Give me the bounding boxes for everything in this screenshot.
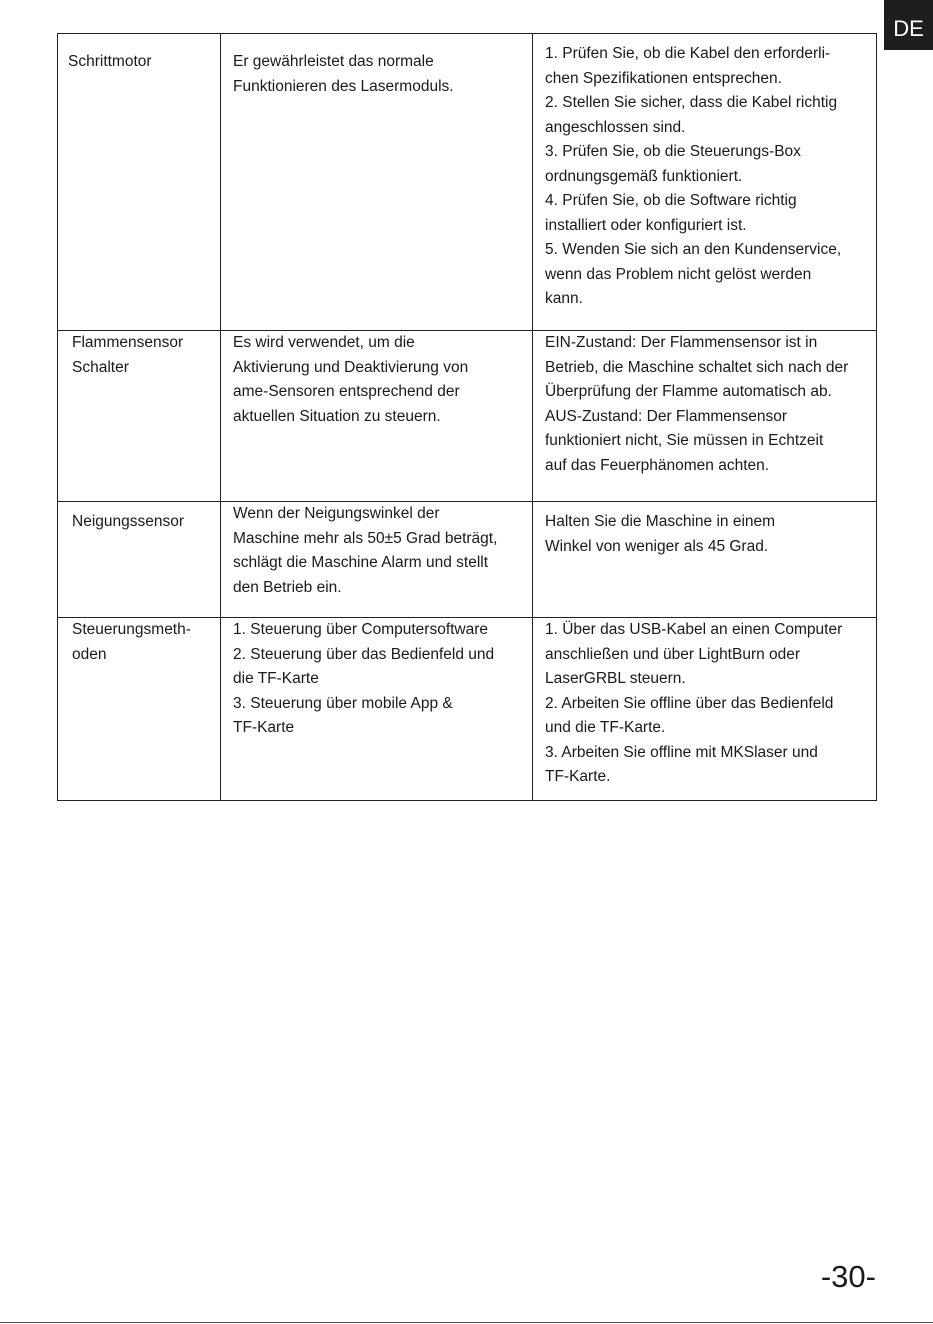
cell-line: Maschine mehr als 50±5 Grad beträgt, <box>233 529 498 547</box>
cell-line: 2. Stellen Sie sicher, dass die Kabel richtig <box>545 94 838 111</box>
cell-line: oden <box>72 645 107 663</box>
solution-cell <box>533 34 877 331</box>
solution-cell <box>533 331 877 502</box>
cell-line: 5. Wenden Sie sich an den Kundenservice, <box>545 241 842 258</box>
cell-line: die TF-Karte <box>233 670 319 687</box>
cell-line: schlägt die Maschine Alarm und stellt <box>233 554 489 571</box>
cell-line: und die TF-Karte. <box>545 719 666 736</box>
cell-line: Neigungssensor <box>72 513 185 530</box>
function-cell <box>221 502 533 618</box>
page-number: -30- <box>820 1259 876 1294</box>
cell-line: Halten Sie die Maschine in einem <box>545 513 776 530</box>
cell-line: funktioniert nicht, Sie müssen in Echtzeit <box>545 432 824 449</box>
cell-line: Aktivierung und Deaktivierung von <box>233 358 469 376</box>
component-cell <box>58 331 221 502</box>
solution-cell <box>533 502 877 618</box>
cell-line: Schrittmotor <box>68 53 152 70</box>
function-cell <box>221 618 533 801</box>
solution-cell <box>533 618 877 801</box>
cell-line: 3. Arbeiten Sie offline mit MKSlaser und <box>545 743 818 761</box>
cell-line: Schalter <box>72 358 129 376</box>
cell-line: Funktionieren des Lasermoduls. <box>233 77 454 95</box>
cell-line: 2. Arbeiten Sie offline über das Bedienfeld <box>545 694 834 712</box>
component-cell <box>58 618 221 801</box>
cell-line: LaserGRBL steuern. <box>545 670 686 687</box>
cell-line: AUS-Zustand: Der Flammensensor <box>545 407 788 425</box>
component-cell <box>58 502 221 618</box>
function-cell <box>221 34 533 331</box>
table-row <box>58 34 877 331</box>
cell-line: ame-Sensoren entsprechend der <box>233 383 460 400</box>
cell-line: 3. Steuerung über mobile App & <box>233 694 453 712</box>
language-tab: DE <box>884 0 933 50</box>
cell-line: Betrieb, die Maschine schaltet sich nach der <box>545 358 849 376</box>
cell-line: installiert oder konfiguriert ist. <box>545 216 747 234</box>
cell-line: Steuerungsmeth- <box>72 621 191 638</box>
cell-line: wenn das Problem nicht gelöst werden <box>545 265 812 283</box>
cell-line: TF-Karte. <box>545 768 611 785</box>
cell-line: auf das Feuerphänomen achten. <box>545 456 770 474</box>
cell-line: 2. Steuerung über das Bedienfeld und <box>233 645 495 663</box>
table-row <box>58 618 877 801</box>
cell-line: EIN-Zustand: Der Flammensensor ist in <box>545 334 818 351</box>
table-row <box>58 502 877 618</box>
cell-line: Er gewährleistet das normale <box>233 53 434 70</box>
function-cell <box>221 331 533 502</box>
cell-line: chen Spezifikationen entsprechen. <box>545 69 782 87</box>
cell-line: ordnungsgemäß funktioniert. <box>545 167 743 185</box>
cell-line: Wenn der Neigungswinkel der <box>233 505 440 522</box>
table-row <box>58 331 877 502</box>
cell-line: aktuellen Situation zu steuern. <box>233 407 441 425</box>
cell-line: Überprüfung der Flamme automatisch ab. <box>545 383 832 400</box>
cell-line: den Betrieb ein. <box>233 578 342 596</box>
cell-line: 3. Prüfen Sie, ob die Steuerungs-Box <box>545 143 801 160</box>
cell-line: kann. <box>545 290 583 307</box>
troubleshooting-table <box>57 33 877 801</box>
component-cell <box>58 34 221 331</box>
cell-line: 1. Prüfen Sie, ob die Kabel den erforderli- <box>545 45 831 62</box>
cell-line: TF-Karte <box>233 719 295 736</box>
cell-line: Flammensensor <box>72 334 184 351</box>
cell-line: Winkel von weniger als 45 Grad. <box>545 537 769 555</box>
cell-line: Es wird verwendet, um die <box>233 334 415 351</box>
cell-line: 4. Prüfen Sie, ob die Software richtig <box>545 192 797 209</box>
cell-line: anschließen und über LightBurn oder <box>545 645 801 663</box>
cell-line: angeschlossen sind. <box>545 118 686 136</box>
cell-line: 1. Steuerung über Computersoftware <box>233 621 489 638</box>
bottom-divider <box>0 1322 933 1323</box>
cell-line: 1. Über das USB-Kabel an einen Computer <box>545 621 843 638</box>
